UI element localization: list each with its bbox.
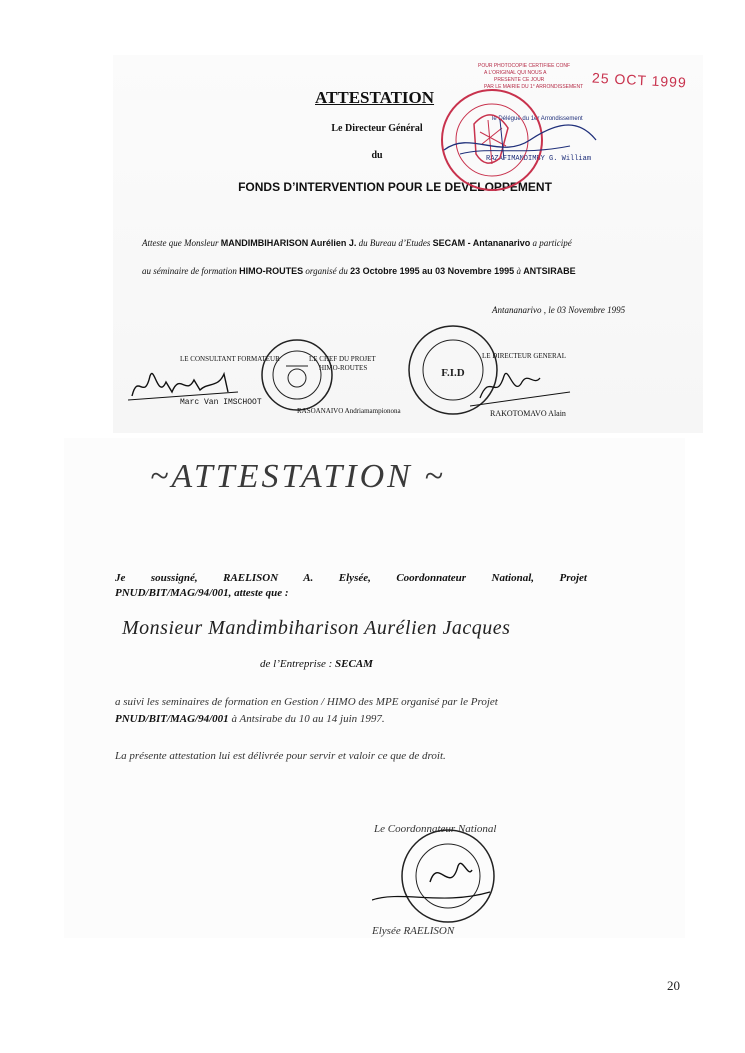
project-chief-label-line-1: LE CHEF DU PROJET	[309, 355, 376, 363]
coordinator-name: Elysée RAELISON	[372, 925, 455, 937]
photocopy-stamp-line-3: PRESENTE CE JOUR	[494, 77, 545, 83]
training-statement-post: à Antsirabe du 10 au 14 juin 1997.	[228, 713, 385, 725]
director-label: LE DIRECTEUR GENERAL	[482, 352, 566, 360]
certificate-2-title: ~ATTESTATION ~	[150, 458, 446, 495]
director-general-label: Le Directeur Général	[331, 123, 423, 134]
legalization-line: le Délégué du 1er Arrondissement	[492, 116, 583, 122]
validity-statement: La présente attestation lui est délivrée pour servir et valoir ce que de droit.	[115, 750, 446, 762]
line2-post: à	[514, 266, 524, 276]
line1-mid: du Bureau d’Etudes	[356, 238, 433, 248]
consultant-label: LE CONSULTANT FORMATEUR	[180, 355, 280, 363]
project-chief-name: RASOANAIVO Andriamampionona	[297, 407, 401, 415]
line2-course: HIMO-ROUTES	[239, 266, 304, 276]
line1-name: MANDIMBIHARISON Aurélien J.	[220, 238, 357, 248]
svg-text:F.I.D: F.I.D	[441, 367, 465, 379]
coordinator-statement-line-2: PNUD/BIT/MAG/94/001, atteste que :	[115, 587, 289, 599]
line2-dates: 23 Octobre 1995 au 03 Novembre 1995	[350, 266, 515, 276]
coordinator-title: Le Coordonnateur National	[374, 823, 497, 835]
certificate-1-title: ATTESTATION	[315, 88, 435, 107]
line2-pre: au séminaire de formation	[142, 266, 240, 276]
attestation-line-1	[142, 238, 662, 248]
line2-mid: organisé du	[303, 266, 351, 276]
enterprise-label: de l’Entreprise :	[260, 658, 336, 670]
official-signature-icon	[440, 110, 600, 170]
place-date: Antananarivo , le 03 Novembre 1995	[492, 305, 626, 315]
photocopy-stamp-line-1: POUR PHOTOCOPIE CERTIFIEE CONF	[478, 63, 571, 69]
photocopy-stamp-date: 25 OCT 1999	[591, 69, 688, 91]
line1-post: a participé	[530, 238, 572, 248]
project-chief-label-line-2: HIMO-ROUTES	[319, 364, 368, 372]
line1-pre: Atteste que Monsleur	[142, 238, 221, 248]
coordinator-signature-icon	[372, 876, 492, 916]
recipient-name: Monsieur Mandimbiharison Aurélien Jacques	[122, 617, 511, 639]
du-label: du	[371, 150, 383, 161]
photocopy-stamp-line-2: A L'ORIGINAL QUI NOUS A	[484, 70, 547, 76]
page-number: 20	[667, 978, 680, 993]
line1-org: SECAM - Antananarivo	[432, 238, 531, 248]
coordinator-statement-line-1: Je soussigné, RAELISON A. Elysée, Coordonnateur National, Projet	[115, 572, 587, 584]
project-seal-icon	[258, 336, 336, 414]
training-statement	[115, 694, 593, 728]
attestation-line-2	[142, 266, 662, 276]
training-statement-pre: a suivi les seminaires de formation en Gestion / HIMO des MPE organisé par le Projet	[115, 696, 498, 708]
official-name: RAZAFIMANDIMBY G. William	[486, 155, 592, 163]
training-project-code: PNUD/BIT/MAG/94/001	[115, 713, 229, 725]
enterprise-name: SECAM	[335, 658, 373, 670]
certificate-2-scan	[64, 438, 685, 938]
photocopy-stamp-line-4: PAR LE MAIRIE DU 1° ARRONDISSEMENT	[484, 84, 584, 90]
director-signature-icon	[470, 352, 580, 412]
consultant-name: Marc Van IMSCHOOT	[180, 398, 262, 407]
line2-city: ANTSIRABE	[523, 266, 576, 276]
enterprise-line	[260, 658, 373, 670]
fonds-heading: FONDS D’INTERVENTION POUR LE DEVELOPPEMENT	[238, 180, 552, 194]
director-name: RAKOTOMAVO Alain	[490, 409, 566, 418]
